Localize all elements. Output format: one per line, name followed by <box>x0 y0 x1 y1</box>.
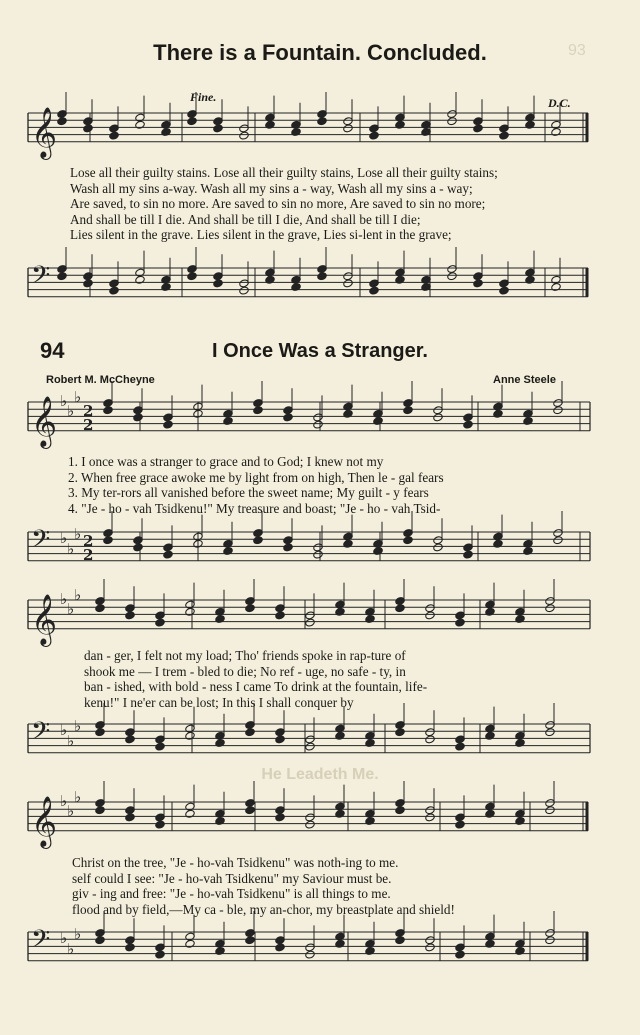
notehead <box>525 120 535 129</box>
notehead <box>403 406 413 415</box>
notehead <box>155 820 165 829</box>
notehead <box>343 124 353 133</box>
notehead <box>365 946 375 955</box>
notehead <box>155 618 165 627</box>
notehead <box>57 272 67 281</box>
notehead <box>275 943 285 952</box>
notehead <box>343 409 353 418</box>
notehead <box>335 809 345 818</box>
notehead <box>135 120 145 129</box>
notehead <box>163 420 173 429</box>
page-number-bleed: 93 <box>568 42 586 59</box>
notehead <box>161 127 171 136</box>
notehead <box>523 546 533 555</box>
flat-sign-icon: ♭ <box>67 540 75 558</box>
verse-line: Christ on the tree, "Je - ho-vah Tsidkenu" was noth-ing to me. <box>72 855 399 870</box>
notehead <box>317 272 327 281</box>
notehead <box>425 611 435 620</box>
notehead <box>403 536 413 545</box>
notehead <box>109 286 119 295</box>
notehead <box>545 936 555 945</box>
notehead <box>425 943 435 952</box>
notehead <box>245 806 255 815</box>
notehead <box>463 420 473 429</box>
notehead <box>239 286 249 295</box>
verse-line: shook me — I trem - bled to die; No ref - uge, no safe - ty, in <box>84 663 406 679</box>
notehead <box>493 409 503 418</box>
final-bar-thick <box>586 113 589 142</box>
notehead <box>83 124 93 133</box>
flat-sign-icon: ♭ <box>74 388 82 406</box>
verse-line: giv - ing and free: "Je - ho-vah Tsidkenu" is all things to me. <box>72 886 391 901</box>
notehead <box>395 806 405 815</box>
notehead <box>455 618 465 627</box>
verse-line: 1. I once was a stranger to grace and to God; I knew not my <box>68 454 384 469</box>
verse-line: 2. When free grace awoke me by light from on high, Then le - gal fears <box>68 469 444 485</box>
time-signature-top: 2 <box>83 402 94 420</box>
system3-lyrics <box>72 855 592 917</box>
notehead <box>515 946 525 955</box>
notehead <box>213 279 223 288</box>
system2-lyrics <box>84 648 604 710</box>
final-bar-thick <box>586 802 589 831</box>
notehead <box>313 420 323 429</box>
lyric-line: Lies silent in the grave. Lies silent in the grave, Lies si-lent in the grave; <box>70 227 452 242</box>
notehead <box>545 604 555 613</box>
notehead <box>523 416 533 425</box>
notehead <box>305 820 315 829</box>
notehead <box>185 731 195 740</box>
notehead <box>365 614 375 623</box>
section1-lyrics <box>70 165 590 243</box>
notehead <box>133 413 143 422</box>
bass-clef-icon: 𝄢 <box>31 261 51 296</box>
notehead <box>525 275 535 284</box>
bass-staff-system2 <box>0 712 640 774</box>
treble-staff-system2 <box>0 588 640 650</box>
flat-sign-icon: ♭ <box>67 600 75 618</box>
hymn-number: 94 <box>40 338 65 363</box>
treble-clef-icon: 𝄞 <box>31 593 58 645</box>
treble-clef-icon: 𝄞 <box>31 395 58 447</box>
notehead <box>373 416 383 425</box>
time-signature-bottom: 2 <box>83 416 94 434</box>
flat-sign-icon: ♭ <box>67 802 75 820</box>
notehead <box>515 738 525 747</box>
notehead <box>109 131 119 140</box>
flat-sign-icon: ♭ <box>67 732 75 750</box>
notehead <box>463 550 473 559</box>
notehead <box>313 550 323 559</box>
final-bar-thick <box>586 268 589 297</box>
bass-clef-icon: 𝄢 <box>31 925 51 960</box>
flat-sign-icon: ♭ <box>60 529 68 547</box>
notehead <box>493 539 503 548</box>
notehead <box>215 816 225 825</box>
notehead <box>83 279 93 288</box>
notehead <box>125 943 135 952</box>
notehead <box>425 735 435 744</box>
bass-clef-icon: 𝄢 <box>31 717 51 752</box>
flat-sign-icon: ♭ <box>60 929 68 947</box>
notehead <box>485 939 495 948</box>
page-title: There is a Fountain. Concluded. <box>153 40 487 65</box>
notehead <box>215 946 225 955</box>
notehead <box>133 543 143 552</box>
verse-line: ban - ished, with bold - ness I came To drink at the fountain, life- <box>84 679 428 694</box>
notehead <box>335 607 345 616</box>
notehead <box>515 614 525 623</box>
notehead <box>95 806 105 815</box>
notehead <box>373 546 383 555</box>
treble-clef-icon: 𝄞 <box>31 795 58 847</box>
notehead <box>213 124 223 133</box>
notehead <box>335 731 345 740</box>
notehead <box>343 539 353 548</box>
notehead <box>253 406 263 415</box>
lyric-line: Wash all my sins a-way. Wash all my sins a - way, Wash all my sins a - way; <box>70 180 473 196</box>
notehead <box>369 131 379 140</box>
bass-clef-icon: 𝄢 <box>31 525 51 560</box>
notehead <box>553 536 563 545</box>
notehead <box>155 742 165 751</box>
author-credit: Robert M. McCheyne <box>46 374 155 386</box>
notehead <box>125 735 135 744</box>
system1-lyrics <box>68 454 588 516</box>
notehead <box>473 124 483 133</box>
notehead <box>553 406 563 415</box>
verse-line: 4. "Je - ho - vah Tsidkenu!" My treasure and boast; "Je - ho - vah Tsid- <box>68 500 441 516</box>
notehead <box>223 416 233 425</box>
notehead <box>499 286 509 295</box>
time-signature-top: 2 <box>83 532 94 550</box>
notehead <box>245 604 255 613</box>
flat-sign-icon: ♭ <box>67 402 75 420</box>
notehead <box>125 611 135 620</box>
notehead <box>455 950 465 959</box>
flat-sign-icon: ♭ <box>74 788 82 806</box>
notehead <box>161 282 171 291</box>
flat-sign-icon: ♭ <box>60 792 68 810</box>
notehead <box>433 413 443 422</box>
notehead <box>283 543 293 552</box>
notehead <box>125 813 135 822</box>
verse-line: flood and by field,—My ca - ble, my an-chor, my breastplate and shield! <box>72 901 455 917</box>
fine-marking: Fine. <box>190 90 217 104</box>
notehead <box>305 950 315 959</box>
notehead <box>433 543 443 552</box>
notehead <box>223 546 233 555</box>
notehead <box>275 735 285 744</box>
verse-line: dan - ger, I felt not my load; Tho' friends spoke in rap-ture of <box>84 648 406 663</box>
notehead <box>155 950 165 959</box>
notehead <box>275 611 285 620</box>
bass-staff-system3 <box>0 920 640 985</box>
hymn-title: I Once Was a Stranger. <box>211 340 428 362</box>
notehead <box>57 117 67 126</box>
notehead <box>485 809 495 818</box>
notehead <box>395 728 405 737</box>
treble-staff-system3 <box>0 790 640 852</box>
notehead <box>163 550 173 559</box>
notehead <box>245 728 255 737</box>
notehead <box>187 117 197 126</box>
flat-sign-icon: ♭ <box>60 392 68 410</box>
verse-line: 3. My ter-rors all vanished before the sweet name; My guilt - y fears <box>68 485 429 500</box>
notehead <box>275 813 285 822</box>
notehead <box>245 936 255 945</box>
notehead <box>185 939 195 948</box>
notehead <box>103 406 113 415</box>
dc-marking: D.C. <box>548 96 571 110</box>
notehead <box>283 413 293 422</box>
notehead <box>395 120 405 129</box>
flat-sign-icon: ♭ <box>74 586 82 604</box>
notehead <box>239 131 249 140</box>
notehead <box>365 738 375 747</box>
flat-sign-icon: ♭ <box>74 525 82 543</box>
notehead <box>515 816 525 825</box>
flat-sign-icon: ♭ <box>60 721 68 739</box>
notehead <box>551 127 561 136</box>
flat-sign-icon: ♭ <box>60 590 68 608</box>
notehead <box>455 820 465 829</box>
lyric-line: Are saved, to sin no more. Are saved to sin no more, Are saved to sin no more; <box>70 196 486 211</box>
notehead <box>455 742 465 751</box>
notehead <box>265 275 275 284</box>
notehead <box>305 742 315 751</box>
notehead <box>187 272 197 281</box>
final-bar-thick <box>586 932 589 961</box>
notehead <box>473 279 483 288</box>
notehead <box>365 816 375 825</box>
notehead <box>485 731 495 740</box>
notehead <box>317 117 327 126</box>
notehead <box>447 117 457 126</box>
time-signature-bottom: 2 <box>83 546 94 564</box>
treble-clef-icon: 𝄞 <box>31 106 58 158</box>
lyric-line: Lose all their guilty stains. Lose all their guilty stains, Lose all their guilty stains; <box>70 165 498 180</box>
notehead <box>291 282 301 291</box>
notehead <box>335 939 345 948</box>
notehead <box>343 279 353 288</box>
notehead <box>551 282 561 291</box>
notehead <box>305 618 315 627</box>
verse-line: self could I see: "Je - ho-vah Tsidkenu" my Saviour must be. <box>72 870 392 886</box>
treble-staff-system1 <box>0 390 640 450</box>
notehead <box>499 131 509 140</box>
notehead <box>135 275 145 284</box>
treble-staff-section1 <box>0 95 640 167</box>
flat-sign-icon: ♭ <box>74 717 82 735</box>
notehead <box>253 536 263 545</box>
notehead <box>395 936 405 945</box>
notehead <box>215 738 225 747</box>
flat-sign-icon: ♭ <box>67 940 75 958</box>
composer-credit: Anne Steele <box>493 374 556 386</box>
notehead <box>95 604 105 613</box>
lyric-line: And shall be till I die. And shall be till I die, And shall be till I die; <box>70 211 421 227</box>
notehead <box>447 272 457 281</box>
notehead <box>395 275 405 284</box>
bass-staff-section1 <box>0 250 640 320</box>
notehead <box>103 536 113 545</box>
notehead <box>369 286 379 295</box>
notehead <box>95 936 105 945</box>
bass-staff-system1 <box>0 520 640 580</box>
notehead <box>215 614 225 623</box>
notehead <box>291 127 301 136</box>
notehead <box>265 120 275 129</box>
flat-sign-icon: ♭ <box>74 925 82 943</box>
notehead <box>425 813 435 822</box>
show-through-title: He Leadeth Me. <box>261 766 379 783</box>
notehead <box>95 728 105 737</box>
notehead <box>185 809 195 818</box>
notehead <box>545 728 555 737</box>
notehead <box>545 806 555 815</box>
notehead <box>185 607 195 616</box>
verse-line: kenu!" I ne'er can be lost; In this I shall conquer by <box>84 694 354 710</box>
notehead <box>395 604 405 613</box>
notehead <box>485 607 495 616</box>
